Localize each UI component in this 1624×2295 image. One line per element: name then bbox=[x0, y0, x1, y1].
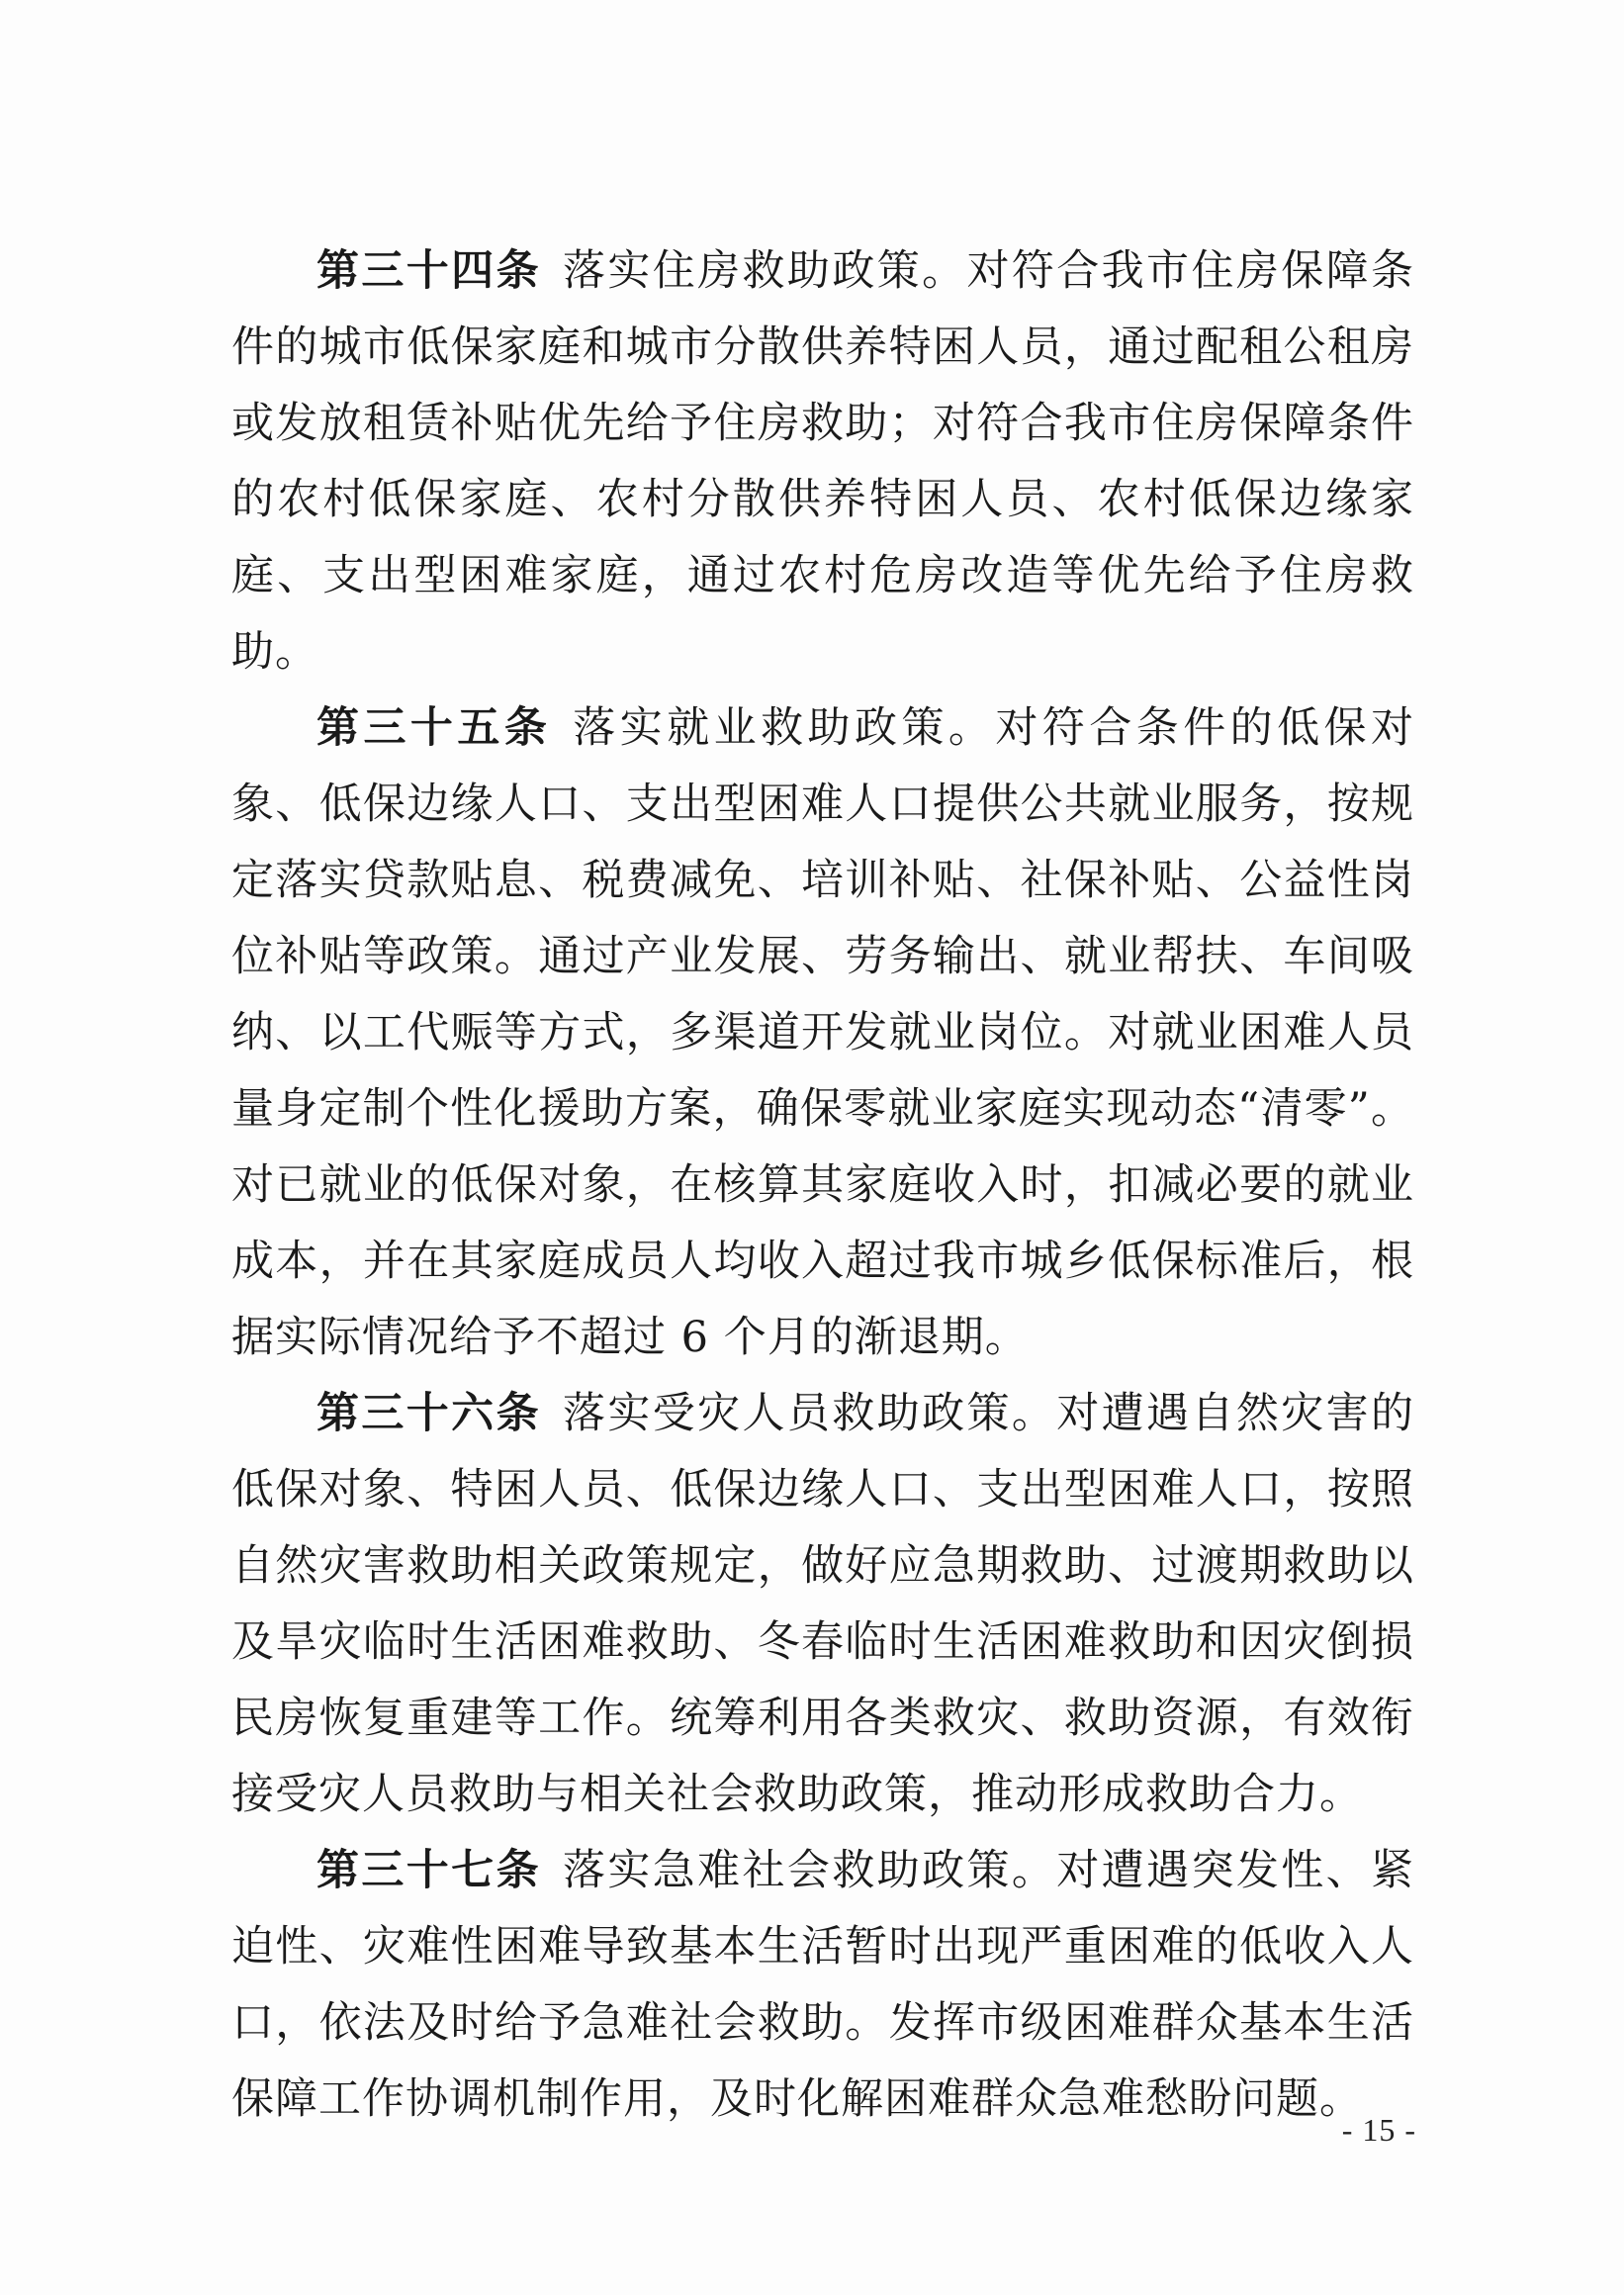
article-37 bbox=[231, 1833, 1414, 2138]
article-number: 第三十四条 bbox=[316, 246, 541, 296]
article-34 bbox=[231, 233, 1414, 690]
article-text: 落实就业救助政策。对符合条件的低保对象、低保边缘人口、支出型困难人口提供公共就业服务，按规定落实贷款贴息、税费减免、培训补贴、社保补贴、公益性岗位补贴等政策。通过产业发展、劳务输出、就业帮扶、车间吸纳、以工代赈等方式，多渠道开发就业岗位。对就业困难人员量身定制个性化援助方案，确保零就业家庭实现动态“清零”。对已就业的低保对象，在核算其家庭收入时，扣减必要的就业成本，并在其家庭成员人均收入超过我市城乡低保标准后，根据实际情况给予不超过 6 个月的渐退期。 bbox=[231, 703, 1415, 1362]
article-number: 第三十五条 bbox=[316, 703, 552, 753]
article-text: 落实住房救助政策。对符合我市住房保障条件的城市低保家庭和城市分散供养特困人员，通过配租公租房或发放租赁补贴优先给予住房救助；对符合我市住房保障条件的农村低保家庭、农村分散供养特困人员、农村低保边缘家庭、支出型困难家庭，通过农村危房改造等优先给予住房救助。 bbox=[231, 246, 1415, 677]
article-text: 落实受灾人员救助政策。对遭遇自然灾害的低保对象、特困人员、低保边缘人口、支出型困难人口，按照自然灾害救助相关政策规定，做好应急期救助、过渡期救助以及旱灾临时生活困难救助、冬春临时生活困难救助和因灾倒损民房恢复重建等工作。统筹利用各类救灾、救助资源，有效衔接受灾人员救助与相关社会救助政策，推动形成救助合力。 bbox=[231, 1389, 1415, 1819]
article-number: 第三十七条 bbox=[316, 1846, 541, 1895]
article-35 bbox=[231, 690, 1414, 1376]
page-number: - 15 - bbox=[1341, 2112, 1416, 2148]
article-number: 第三十六条 bbox=[316, 1389, 541, 1438]
article-36 bbox=[231, 1376, 1414, 1833]
document-body bbox=[231, 233, 1414, 2138]
article-text: 落实急难社会救助政策。对遭遇突发性、紧迫性、灾难性困难导致基本生活暂时出现严重困难的低收入人口，依法及时给予急难社会救助。发挥市级困难群众基本生活保障工作协调机制作用，及时化解困难群众急难愁盼问题。 bbox=[231, 1846, 1415, 2124]
